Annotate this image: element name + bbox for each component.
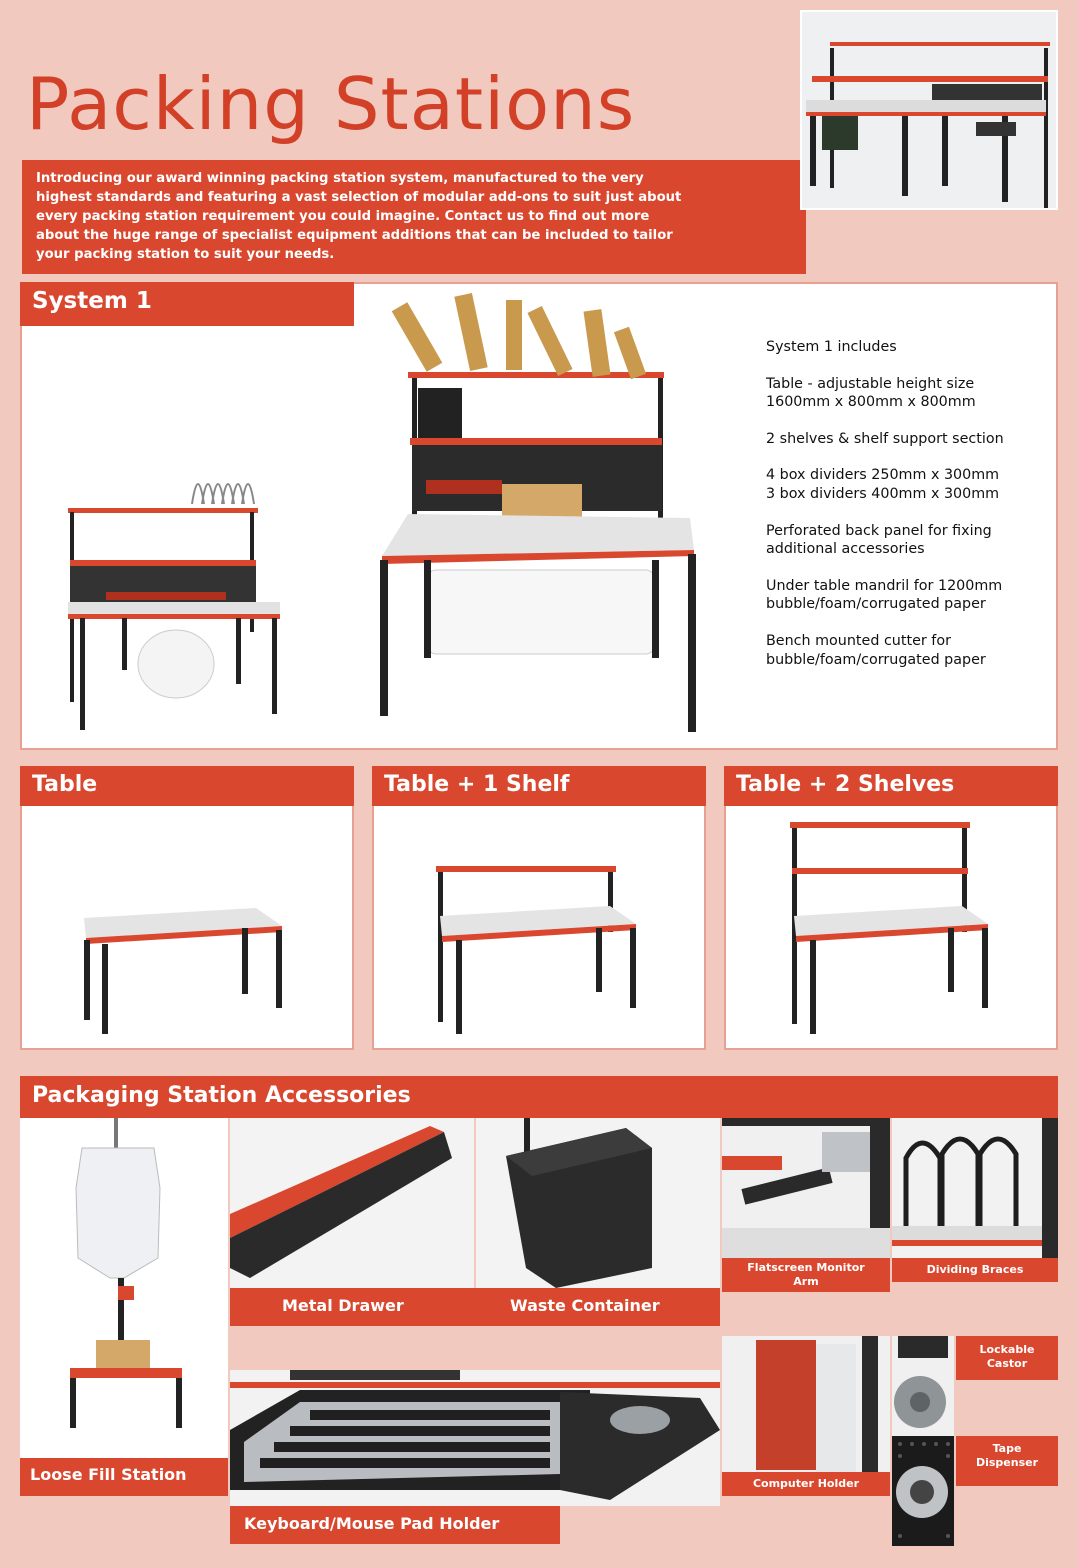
table-header: Table: [20, 766, 354, 806]
hero-photo: [800, 10, 1058, 210]
page-title: Packing Stations: [26, 62, 636, 146]
drawer-waste-label-bar: [230, 1288, 720, 1326]
system1-feature-2: 2 shelves & shelf support section: [766, 430, 1004, 447]
lockable-castor-photo: [892, 1336, 954, 1436]
loose-fill-photo: [20, 1118, 228, 1458]
table-two-shelves-header: Table + 2 Shelves: [724, 766, 1058, 806]
computer-holder-label: Computer Holder: [722, 1472, 890, 1496]
system1-header: System 1: [20, 282, 354, 326]
system1-feature-3: 4 box dividers 250mm x 300mm 3 box dividers 400mm x 300mm: [766, 467, 1000, 502]
table-two-shelves-panel: [724, 766, 1058, 1050]
metal-drawer-photo: [230, 1118, 474, 1288]
table-one-shelf-panel: [372, 766, 706, 1050]
system1-feature-6: Bench mounted cutter for bubble/foam/corrugated paper: [766, 632, 986, 668]
table-one-shelf-header: Table + 1 Shelf: [372, 766, 706, 806]
system1-feature-list: [766, 338, 1046, 687]
metal-drawer-label: Metal Drawer: [282, 1296, 404, 1315]
waste-container-photo: [476, 1118, 720, 1288]
tape-dispenser-photo: [892, 1436, 954, 1546]
keyboard-holder-photo: [230, 1370, 720, 1506]
table-illustration: [22, 768, 352, 1048]
table-one-shelf-illustration: [374, 768, 704, 1048]
dividing-braces-label: Dividing Braces: [892, 1258, 1058, 1282]
keyboard-holder-label: Keyboard/Mouse Pad Holder: [230, 1506, 560, 1544]
waste-container-label: Waste Container: [510, 1296, 660, 1315]
dividing-braces-photo: [892, 1118, 1058, 1258]
system1-feature-1: Table - adjustable height size 1600mm x 800mm x 800mm: [766, 375, 976, 411]
lockable-castor-label: Lockable Castor: [956, 1336, 1058, 1380]
system1-feature-4: Perforated back panel for fixing additional accessories: [766, 522, 992, 558]
computer-holder-photo: [722, 1336, 890, 1472]
tape-dispenser-label: Tape Dispenser: [956, 1436, 1058, 1486]
accessories-header: Packaging Station Accessories: [20, 1076, 1058, 1118]
monitor-arm-photo: [722, 1118, 890, 1258]
table-two-shelves-illustration: [726, 768, 1056, 1048]
loose-fill-label: Loose Fill Station: [20, 1458, 228, 1496]
system1-feature-0: System 1 includes: [766, 339, 897, 355]
table-panel: [20, 766, 354, 1050]
system1-feature-5: Under table mandril for 1200mm bubble/foam/corrugated paper: [766, 577, 1003, 613]
monitor-arm-label: Flatscreen Monitor Arm: [722, 1258, 890, 1292]
intro-text: Introducing our award winning packing station system, manufactured to the very highest standards and featuring a vast selection of modular add-ons to suit just about every packing station requirement you could imagine. Contact us to find out more about the huge range of specialist equipment additions that can be included to tailor your packing station to suit your needs.: [22, 160, 806, 274]
